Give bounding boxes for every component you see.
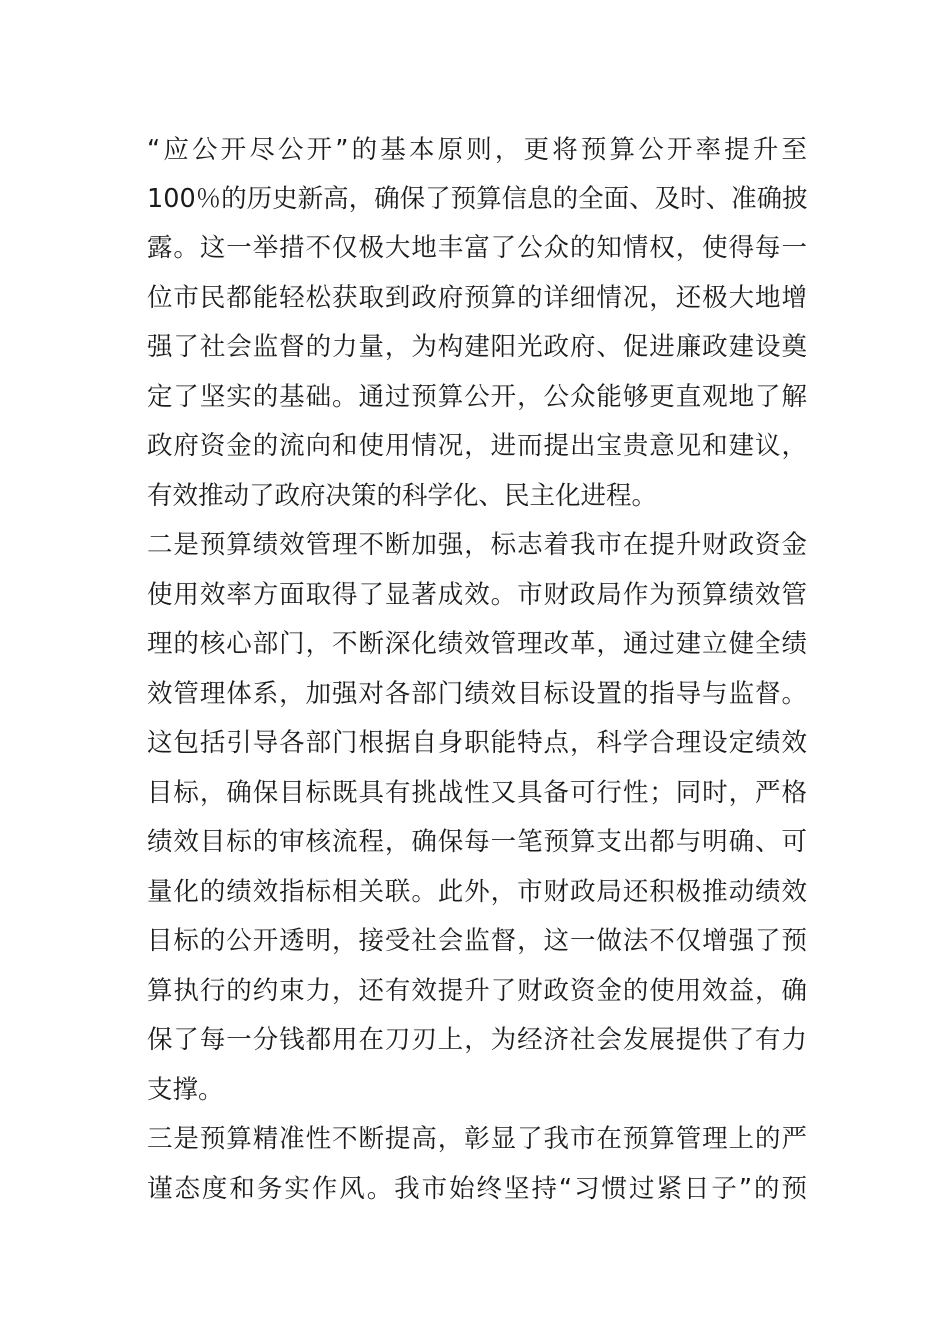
text-line: 绩效目标的审核流程，确保每一笔预算支出都与明确、可: [147, 827, 807, 857]
text-line: 目标，确保目标既具有挑战性又具备可行性；同时，严格: [147, 778, 807, 808]
text-line: 位市民都能轻松获取到政府预算的详细情况，还极大地增: [147, 283, 807, 313]
text-line: 算执行的约束力，还有效提升了财政资金的使用效益，确: [147, 976, 807, 1006]
text-line: 100％的历史新高，确保了预算信息的全面、及时、准确披: [147, 184, 808, 214]
text-line: 三是预算精准性不断提高，彰显了我市在预算管理上的严: [147, 1124, 807, 1154]
text-line: 强了社会监督的力量，为构建阳光政府、促进廉政建设奠: [147, 332, 807, 362]
text-line: 支撑。: [147, 1075, 224, 1105]
text-line: 有效推动了政府决策的科学化、民主化进程。: [147, 481, 658, 511]
text-line: “应公开尽公开”的基本原则，更将预算公开率提升至: [147, 135, 807, 165]
text-line: 政府资金的流向和使用情况，进而提出宝贵意见和建议，: [147, 431, 807, 461]
text-line: 使用效率方面取得了显著成效。市财政局作为预算绩效管: [147, 580, 807, 610]
text-line: 定了坚实的基础。通过预算公开，公众能够更直观地了解: [147, 382, 807, 412]
text-line: 量化的绩效指标相关联。此外，市财政局还积极推动绩效: [147, 877, 807, 907]
text-line: 目标的公开透明，接受社会监督，这一做法不仅增强了预: [147, 926, 807, 956]
text-line: 二是预算绩效管理不断加强，标志着我市在提升财政资金: [147, 530, 807, 560]
text-line: 保了每一分钱都用在刀刃上，为经济社会发展提供了有力: [147, 1025, 807, 1055]
text-line: 这包括引导各部门根据自身职能特点，科学合理设定绩效: [147, 728, 807, 758]
text-line: 露。这一举措不仅极大地丰富了公众的知情权，使得每一: [147, 233, 807, 263]
text-line: 谨态度和务实作风。我市始终坚持“习惯过紧日子”的预: [147, 1174, 807, 1204]
text-line: 效管理体系，加强对各部门绩效目标设置的指导与监督。: [147, 679, 807, 709]
text-line: 理的核心部门，不断深化绩效管理改革，通过建立健全绩: [147, 629, 807, 659]
